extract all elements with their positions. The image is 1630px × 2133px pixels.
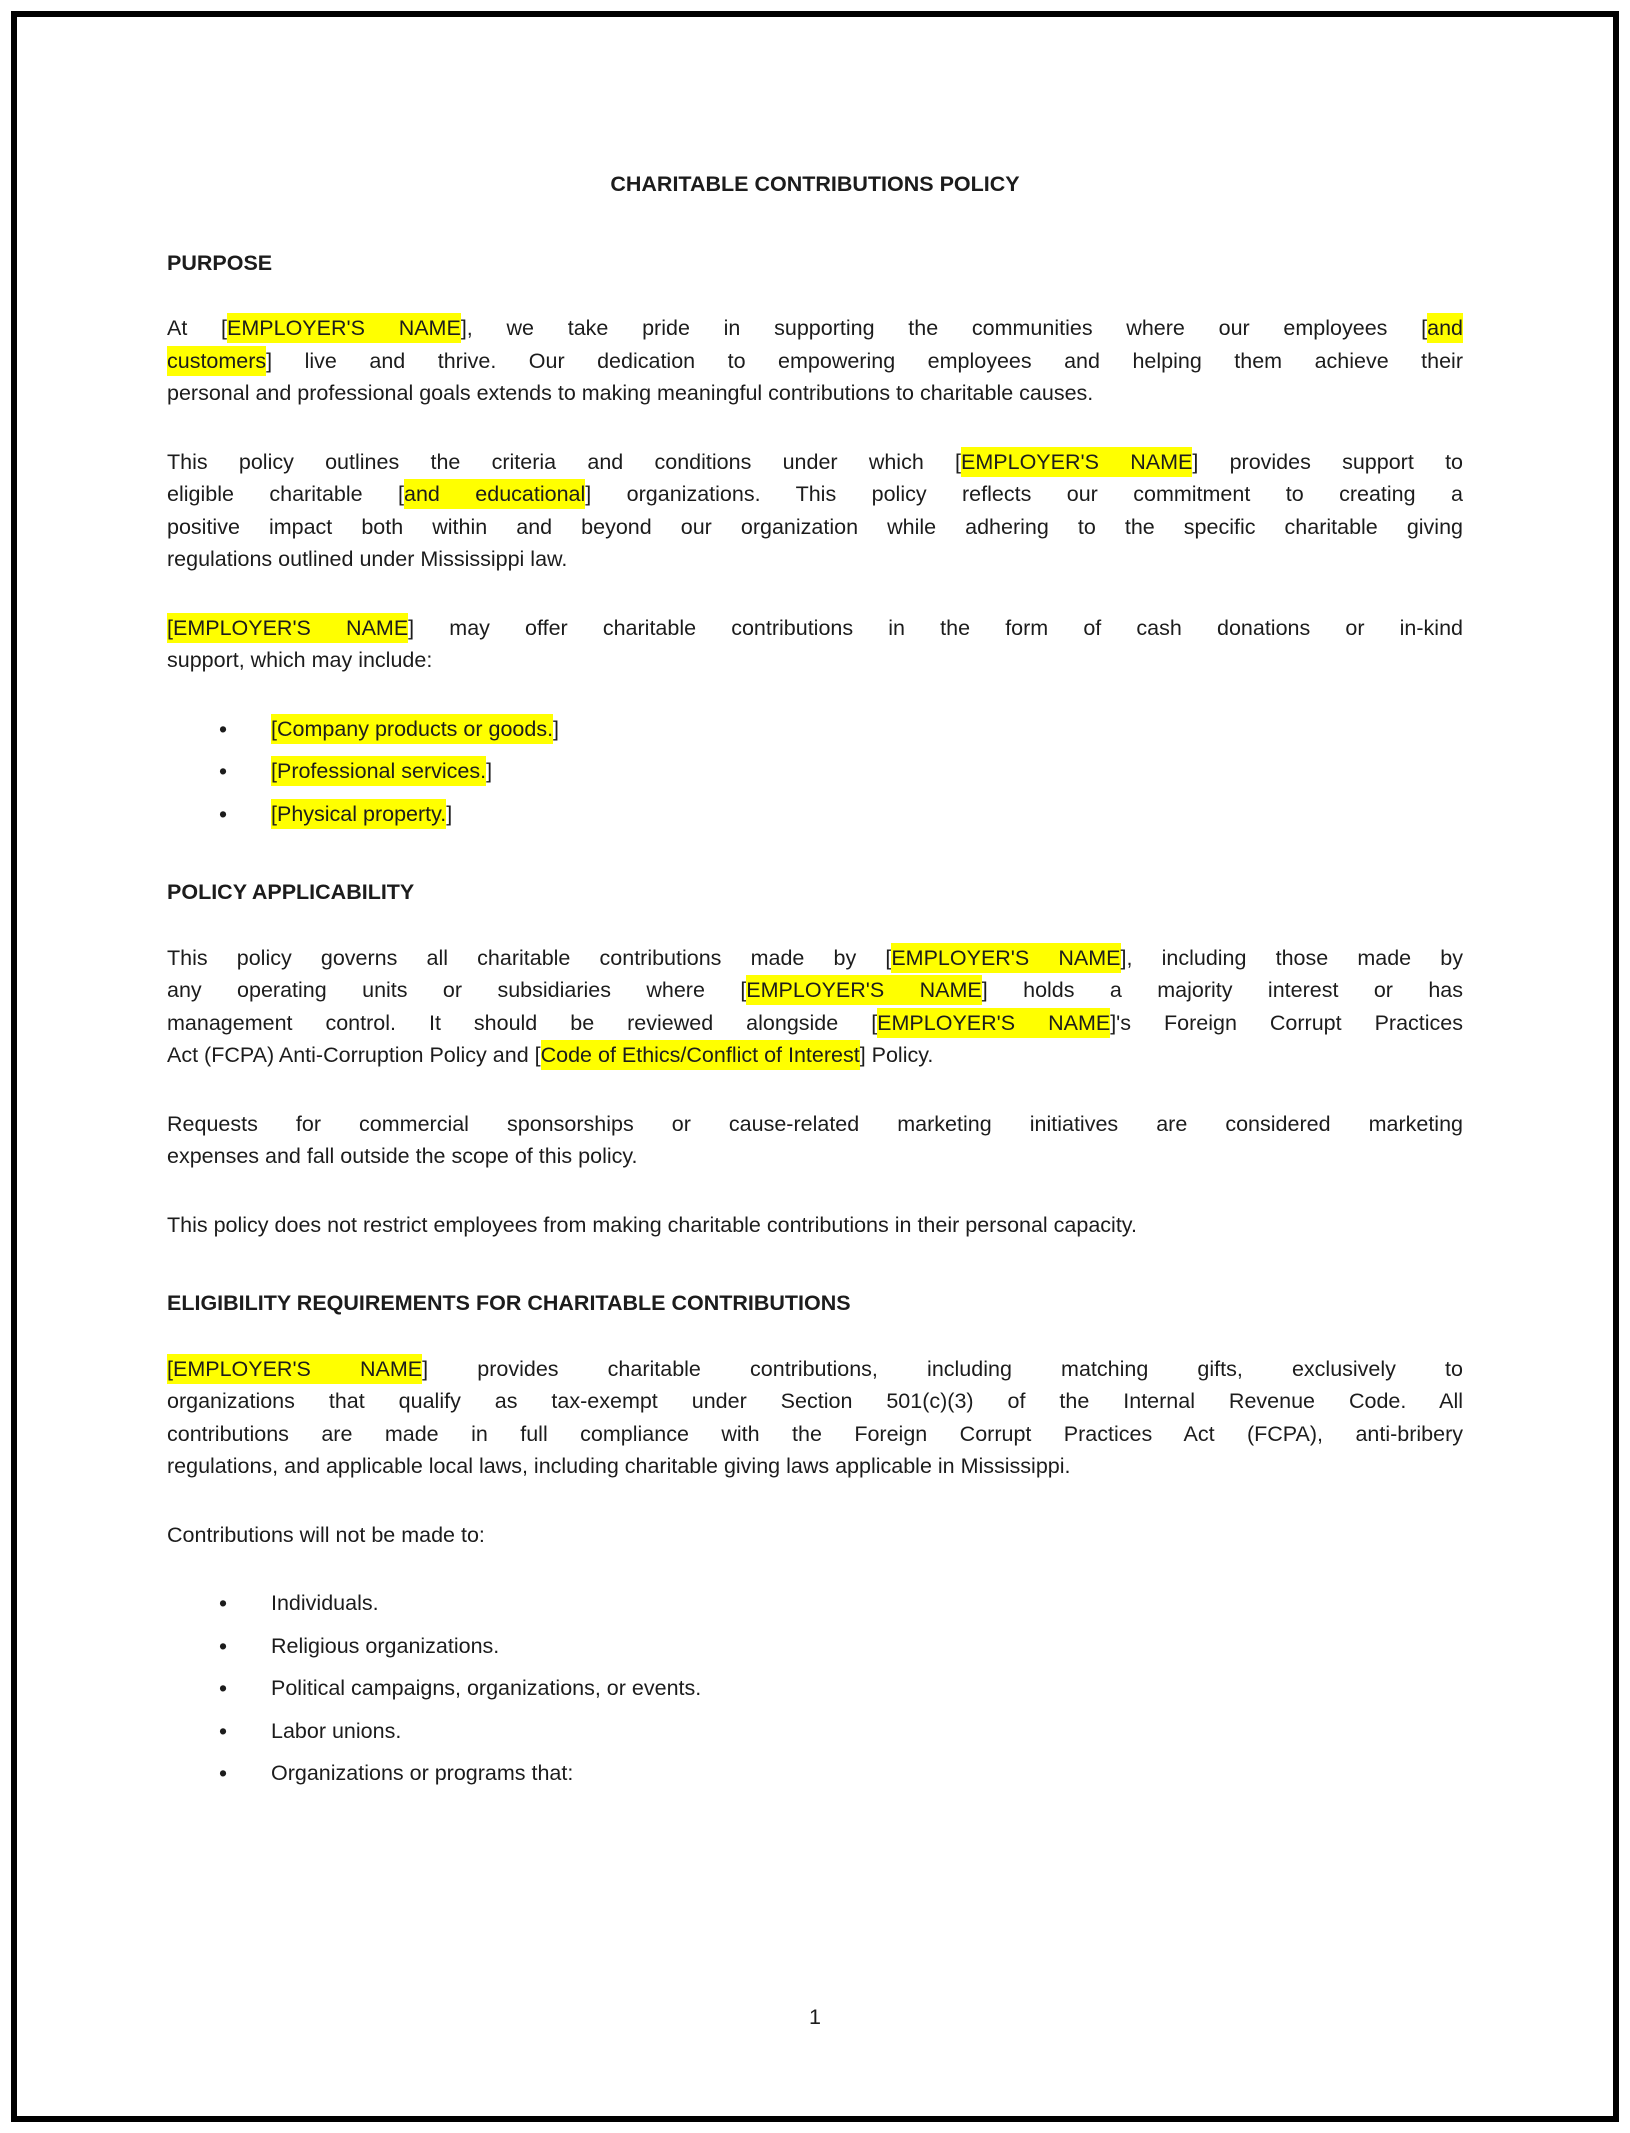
text-segment: expenses and fall outside the scope of this policy. — [167, 1144, 638, 1168]
text-segment: ] holds a majority interest or has — [981, 978, 1464, 1002]
paragraph-justified-lines — [167, 612, 1463, 645]
text-segment: Labor unions. — [271, 1718, 402, 1743]
list-item — [271, 1630, 1463, 1663]
paragraph-policy-outline — [167, 446, 1463, 576]
highlight: EMPLOYER'S NAME — [746, 975, 981, 1005]
paragraph-marketing-exclusion — [167, 1108, 1463, 1173]
list-item — [271, 798, 1463, 831]
text-segment: Contributions will not be made to: — [167, 1522, 485, 1547]
text-segment: Act (FCPA) Anti-Corruption Policy and [ — [167, 1043, 541, 1067]
text-segment: any operating units or subsidiaries where [ — [167, 978, 747, 1002]
paragraph-justified-lines — [167, 446, 1463, 544]
highlight: EMPLOYER'S NAME — [227, 313, 461, 343]
paragraph-last-line — [167, 1209, 1463, 1242]
text-segment: positive impact both within and beyond our organization while adhering to the specific charitable giving — [167, 514, 1463, 539]
list-item — [271, 755, 1463, 788]
highlight: [Physical property. — [271, 799, 446, 829]
paragraph-last-line — [167, 1519, 1463, 1552]
highlight: customers — [167, 346, 266, 376]
contribution-forms-list — [167, 713, 1463, 831]
list-item — [271, 1757, 1463, 1790]
paragraph-justified-lines — [167, 942, 1463, 1040]
text-segment: This policy does not restrict employees from making charitable contributions in their personal capacity. — [167, 1212, 1137, 1237]
text-segment: regulations, and applicable local laws, including charitable giving laws applicable in Mississippi. — [167, 1454, 1071, 1478]
highlight: and — [1427, 313, 1463, 343]
text-segment: This policy governs all charitable contributions made by [ — [167, 945, 892, 970]
paragraph-justified-lines — [167, 1353, 1463, 1451]
highlight: [EMPLOYER'S NAME — [167, 1354, 422, 1384]
paragraph-exclusions-intro — [167, 1519, 1463, 1552]
highlight: EMPLOYER'S NAME — [891, 943, 1120, 973]
paragraph-contribution-forms-intro — [167, 612, 1463, 677]
list-item — [271, 1672, 1463, 1705]
text-segment: Organizations or programs that: — [271, 1761, 574, 1785]
text-segment: At [ — [167, 316, 228, 340]
paragraph-last-line — [167, 1450, 1463, 1483]
text-segment: eligible charitable [ — [167, 482, 404, 506]
text-segment: ] provides charitable contributions, including matching gifts, exclusively to — [422, 1356, 1463, 1381]
heading-purpose: PURPOSE — [167, 250, 273, 275]
paragraph-last-line — [167, 543, 1463, 576]
text-segment: This policy outlines the criteria and conditions under which [ — [167, 449, 962, 474]
paragraph-last-line — [167, 1140, 1463, 1173]
text-segment: ] organizations. This policy reflects our commitment to creating a — [585, 482, 1463, 506]
highlight: EMPLOYER'S NAME — [961, 447, 1192, 477]
paragraph-last-line — [167, 377, 1463, 410]
text-segment: ] Policy. — [859, 1043, 934, 1067]
text-segment: contributions are made in full compliance with the Foreign Corrupt Practices Act (FCPA), anti-bribery — [167, 1421, 1463, 1446]
paragraph-purpose-intro — [167, 312, 1463, 410]
paragraph-personal-capacity — [167, 1209, 1463, 1242]
text-segment: ] may offer charitable contributions in the form of cash donations or in-kind — [408, 615, 1463, 640]
text-segment: ] live and thrive. Our dedication to empowering employees and helping them achieve their — [266, 348, 1463, 373]
text-segment: ] — [446, 801, 453, 826]
paragraph-justified-lines — [167, 1108, 1463, 1141]
text-segment: support, which may include: — [167, 648, 433, 672]
exclusions-list — [167, 1587, 1463, 1790]
text-segment: Individuals. — [271, 1591, 379, 1615]
text-segment: personal and professional goals extends to making meaningful contributions to charitable causes. — [167, 381, 1094, 405]
text-segment: Political campaigns, organizations, or events. — [271, 1676, 702, 1700]
heading-applicability: POLICY APPLICABILITY — [167, 880, 415, 904]
highlight: [Company products or goods. — [271, 714, 553, 744]
list-item — [271, 713, 1463, 746]
heading-eligibility: ELIGIBILITY REQUIREMENTS FOR CHARITABLE CONTRIBUTIONS — [167, 1291, 851, 1315]
document-page — [167, 0, 1463, 1826]
page-title: CHARITABLE CONTRIBUTIONS POLICY — [610, 172, 1020, 196]
text-segment: ], we take pride in supporting the communities where our employees [ — [460, 316, 1428, 340]
list-item — [271, 1587, 1463, 1620]
paragraph-justified-lines — [167, 312, 1463, 377]
text-segment: Religious organizations. — [271, 1633, 500, 1658]
text-segment: ] — [486, 759, 493, 783]
paragraph-eligibility-criteria — [167, 1353, 1463, 1483]
highlight: and educational — [404, 479, 585, 509]
text-segment: ]'s Foreign Corrupt Practices — [1110, 1010, 1463, 1035]
page-number: 1 — [809, 2004, 821, 2029]
text-segment: management control. It should be reviewed alongside [ — [167, 1010, 878, 1035]
list-item — [271, 1715, 1463, 1748]
paragraph-last-line — [167, 1039, 1463, 1072]
highlight: [EMPLOYER'S NAME — [167, 613, 408, 643]
text-segment: regulations outlined under Mississippi law. — [167, 547, 568, 571]
highlight: EMPLOYER'S NAME — [877, 1008, 1110, 1038]
paragraph-applicability-scope — [167, 942, 1463, 1072]
paragraph-last-line — [167, 644, 1463, 677]
text-segment: ] — [553, 716, 560, 741]
highlight: Code of Ethics/Conflict of Interest — [541, 1040, 860, 1070]
text-segment: Requests for commercial sponsorships or cause-related marketing initiatives are considered marketing — [167, 1111, 1463, 1136]
text-segment: organizations that qualify as tax-exempt under Section 501(c)(3) of the Internal Revenue Code. All — [167, 1389, 1463, 1413]
highlight: [Professional services. — [271, 756, 486, 786]
text-segment: ] provides support to — [1192, 449, 1464, 474]
text-segment: ], including those made by — [1120, 945, 1463, 970]
